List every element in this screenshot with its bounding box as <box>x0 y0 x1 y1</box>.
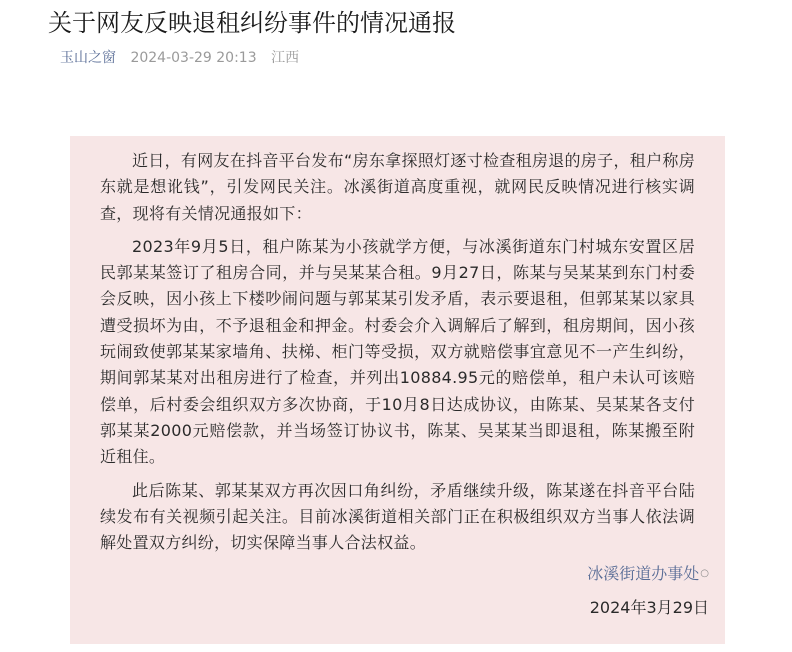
signature-mark-icon: ○ <box>700 568 709 579</box>
notice-paragraph: 2023年9月5日，租户陈某为小孩就学方便，与冰溪街道东门村城东安置区居民郭某某签订了租房合同，并与吴某某合租。9月27日，陈某与吴某某到东门村委会反映，因小孩上下楼吵闹问题与郭某某引发矛盾，表示要退租，但郭某某以家具遭受损坏为由，不予退租金和押金。村委会介入调解后了解到，租房期间，因小孩玩闹致使郭某某家墙角、扶梯、柜门等受损，双方就赔偿事宜意见不一产生纠纷，期间郭某某对出租房进行了检查，并列出10884.95元的赔偿单，租户未认可该赔偿单，后村委会组织双方多次协商，于10月8日达成协议，由陈某、吴某某各支付郭某某2000元赔偿款，并当场签订协议书，陈某、吴某某当即退租，陈某搬至附近租住。 <box>100 236 695 467</box>
signature-text: 冰溪街道办事处 <box>587 564 700 583</box>
publish-region: 江西 <box>271 50 300 66</box>
publish-datetime: 2024-03-29 20:13 <box>130 50 257 66</box>
notice-box <box>70 136 725 644</box>
notice-date: 2024年3月29日 <box>589 598 709 617</box>
article-meta <box>60 49 309 67</box>
article-title: 关于网友反映退租纠纷事件的情况通报 <box>48 9 456 37</box>
notice-paragraph: 近日，有网友在抖音平台发布“房东拿探照灯逐寸检查租房退的房子，租户称房东就是想讹钱”，引发网民关注。冰溪街道高度重视，就网民反映情况进行核实调查，现将有关情况通报如下： <box>100 151 695 223</box>
notice-paragraph: 此后陈某、郭某某双方再次因口角纠纷，矛盾继续升级，陈某遂在抖音平台陆续发布有关视频引起关注。目前冰溪街道相关部门正在积极组织双方当事人依法调解处置双方纠纷，切实保障当事人合法权益。 <box>100 480 695 553</box>
notice-signature <box>587 564 709 584</box>
source-link[interactable]: 玉山之窗 <box>60 50 116 66</box>
